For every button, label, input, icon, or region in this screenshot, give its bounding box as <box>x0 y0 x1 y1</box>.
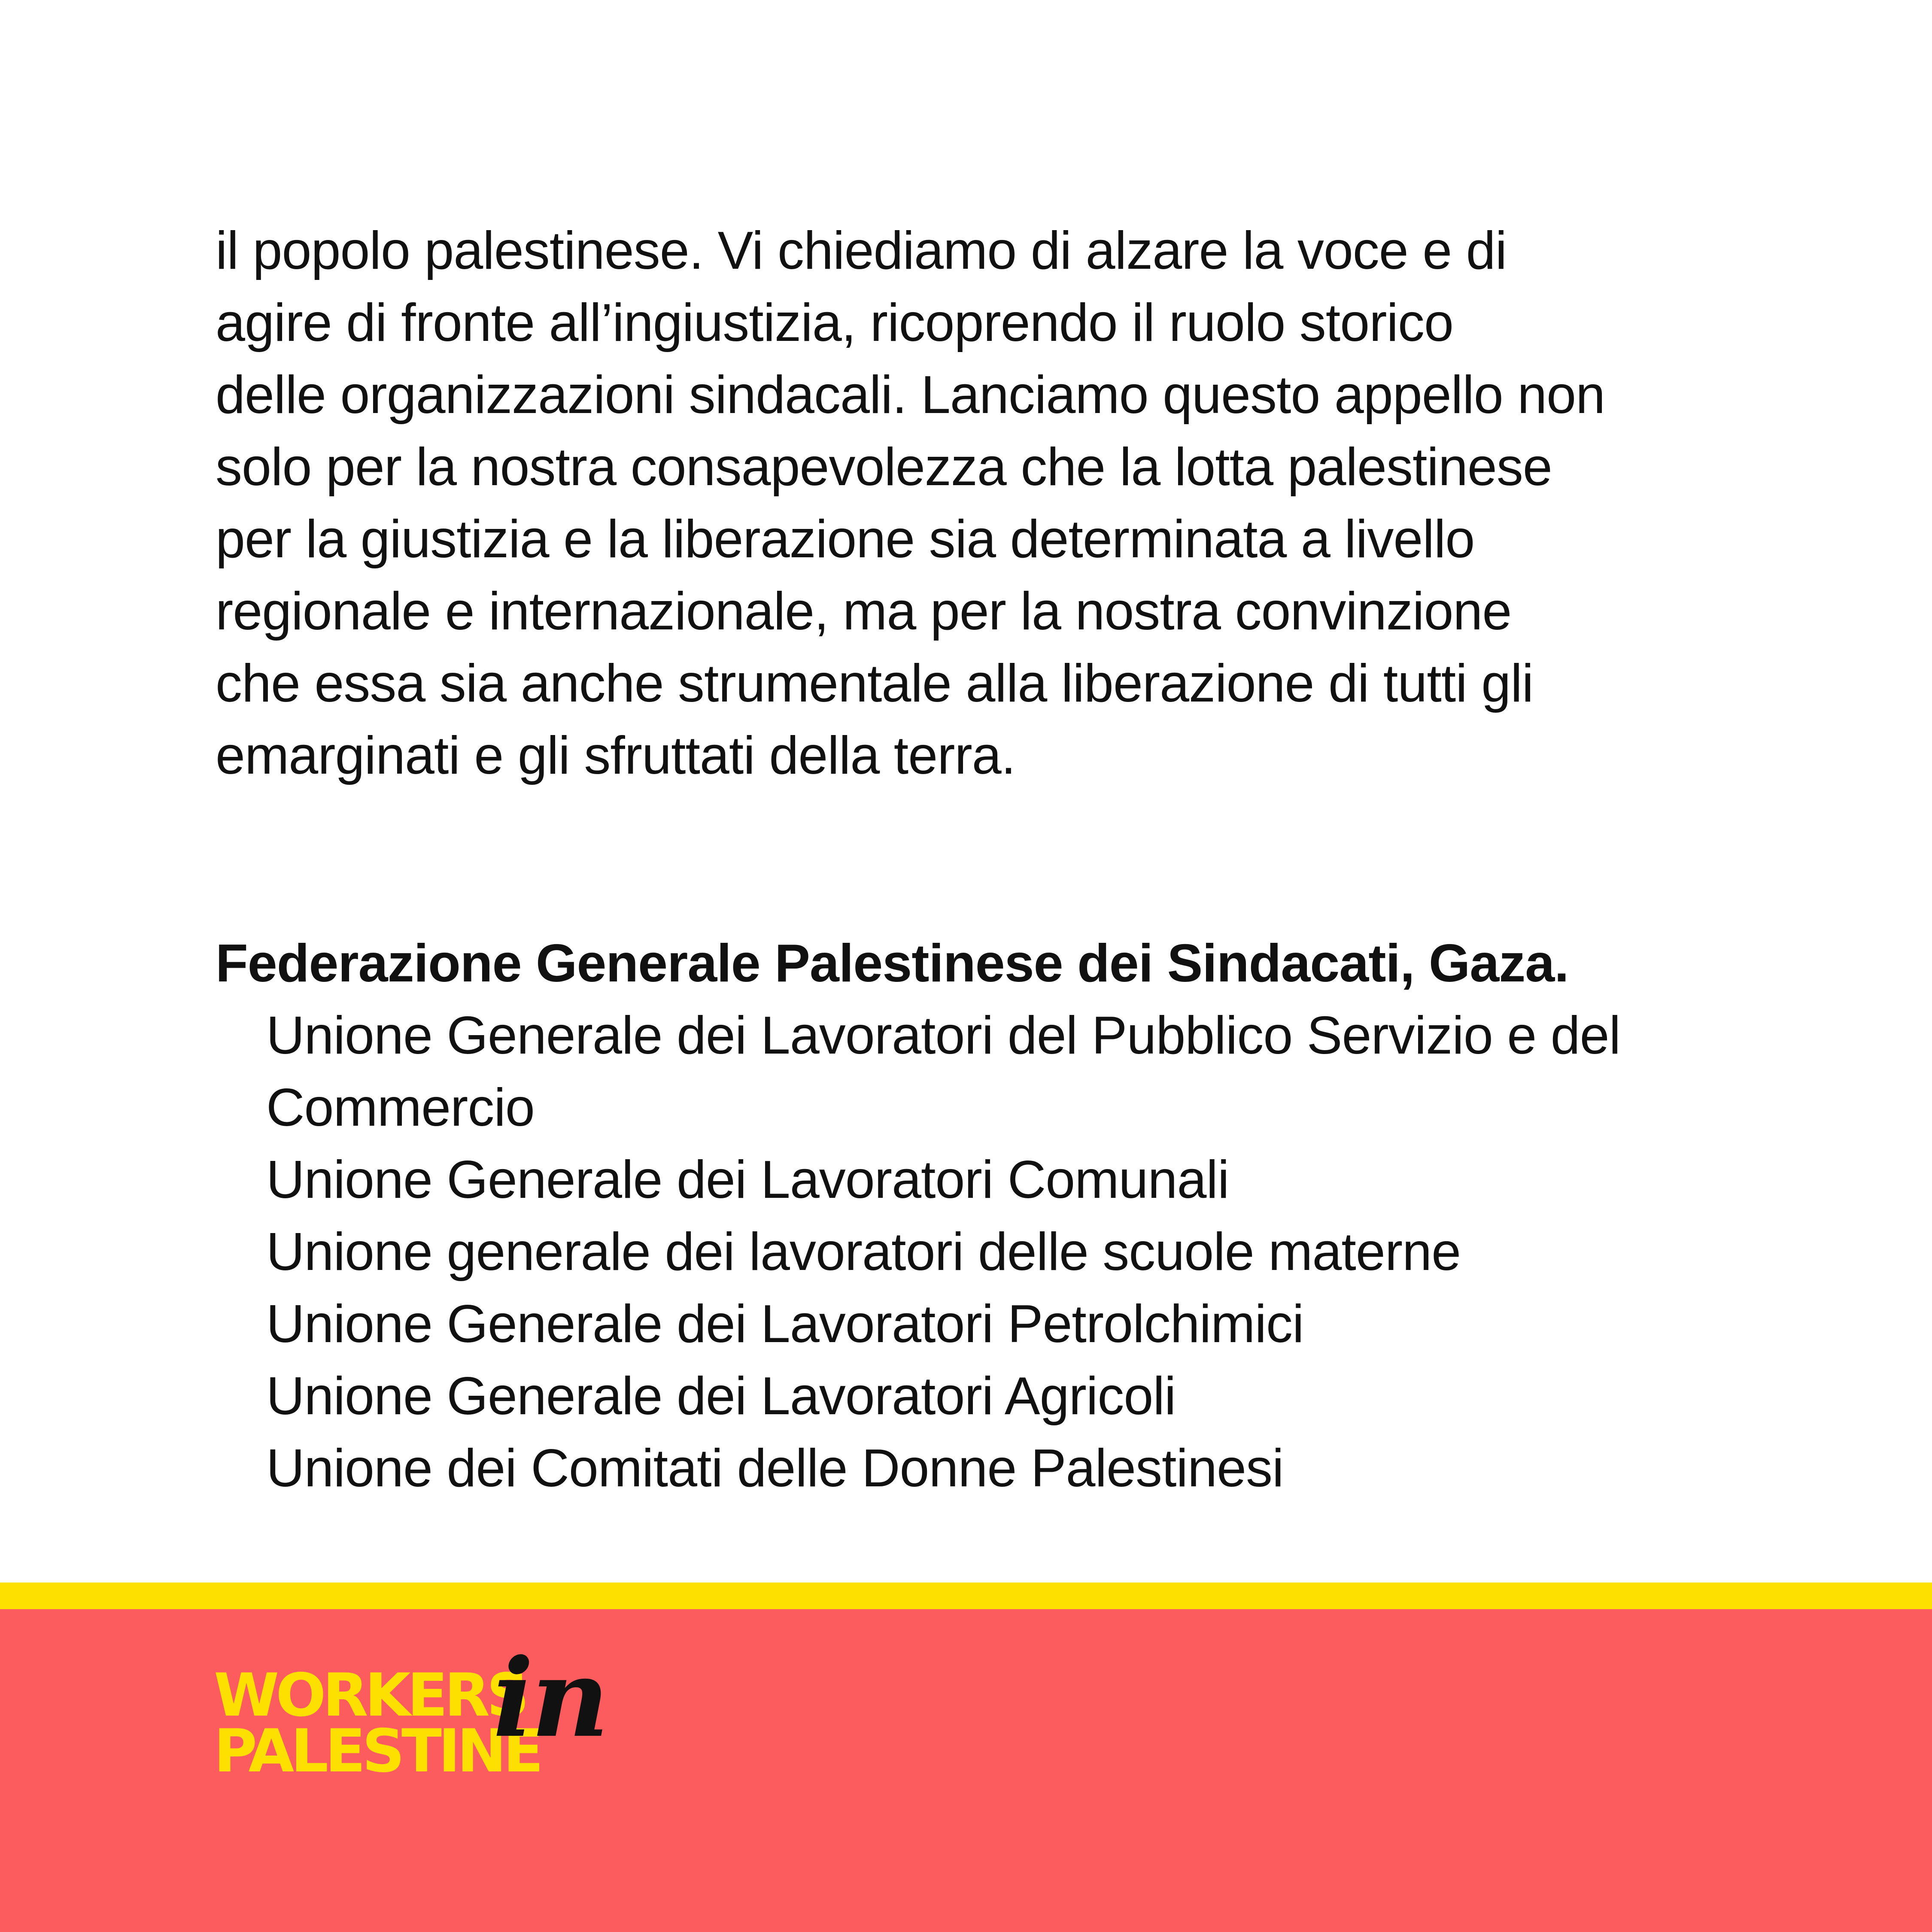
paragraph-line: per la giustizia e la liberazione sia determinata a livello <box>216 510 1475 569</box>
workers-in-palestine-logo <box>214 1635 607 1790</box>
federation-title: Federazione Generale Palestinese dei Sindacati, Gaza. <box>216 934 1569 993</box>
paragraph-line: emarginati e gli sfruttati della terra. <box>216 726 1016 785</box>
paragraph-line: delle organizzazioni sindacali. Lanciamo questo appello non <box>216 365 1605 425</box>
logo-word-palestine: PALESTINE <box>214 1716 541 1786</box>
logo-word-in: in <box>493 1635 607 1761</box>
union-item: Unione Generale dei Lavoratori del Pubblico Servizio e del <box>266 1006 1621 1065</box>
union-item: Unione generale dei lavoratori delle scuole materne <box>266 1222 1461 1282</box>
paragraph-line: agire di fronte all’ingiustizia, ricoprendo il ruolo storico <box>216 293 1454 352</box>
paragraph-line: regionale e internazionale, ma per la nostra convinzione <box>216 582 1512 641</box>
union-item: Unione Generale dei Lavoratori Petrolchimici <box>266 1294 1304 1354</box>
logo-word-workers: WORKERS <box>214 1661 526 1730</box>
paragraph-line: il popolo palestinese. Vi chiediamo di alzare la voce e di <box>216 221 1507 280</box>
union-item: Unione Generale dei Lavoratori Agricoli <box>266 1367 1176 1426</box>
union-item: Unione Generale dei Lavoratori Comunali <box>266 1150 1229 1209</box>
statement-paragraph <box>216 215 1804 792</box>
union-list <box>266 999 1812 1504</box>
paragraph-line: che essa sia anche strumentale alla liberazione di tutti gli <box>216 654 1534 713</box>
union-item: Unione dei Comitati delle Donne Palestinesi <box>266 1439 1284 1498</box>
footer-stripe <box>0 1583 1932 1609</box>
union-item: Commercio <box>266 1078 535 1137</box>
paragraph-line: solo per la nostra consapevolezza che la lotta palestinese <box>216 437 1552 497</box>
